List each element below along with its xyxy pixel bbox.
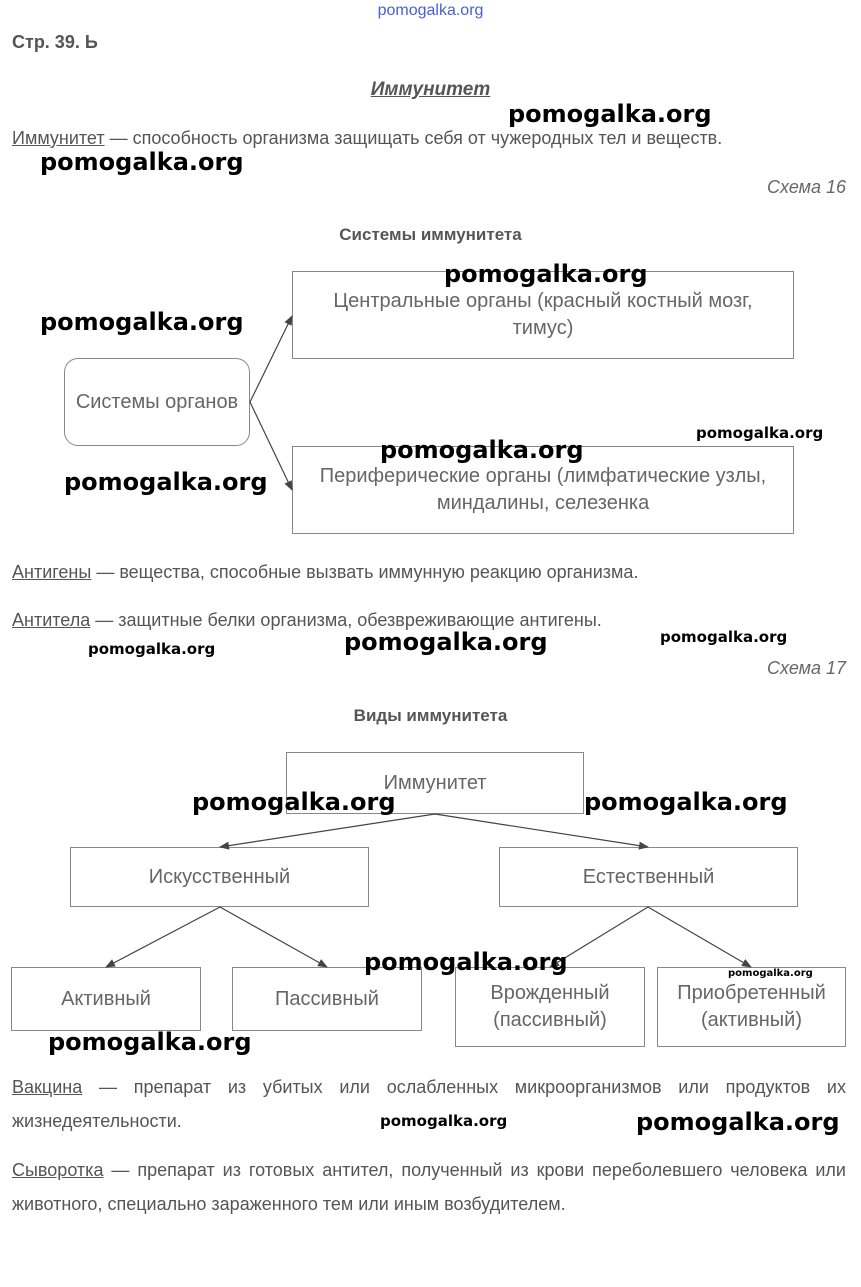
arrow-to-passive: [220, 907, 327, 967]
watermark: pomogalka.org: [88, 640, 216, 658]
natural-label: Естественный: [582, 865, 715, 888]
watermark: pomogalka.org: [660, 628, 788, 646]
definition-antibodies-text: — защитные белки организма, обезвреживающие антигены.: [90, 610, 602, 630]
acquired-label: Приобретенный (активный): [677, 982, 826, 1031]
definition-vaccine-text: — препарат из убитых или ослабленных микроорганизмов или продуктов их жизнедеятельности.: [12, 1077, 846, 1131]
arrow-to-acquired: [648, 907, 751, 967]
term-vaccine: Вакцина: [12, 1077, 83, 1097]
page-title: Иммунитет: [370, 79, 491, 100]
definition-serum: [12, 1153, 846, 1221]
arrow-to-central: [250, 316, 292, 402]
term-immunity: Иммунитет: [12, 128, 105, 148]
watermark: pomogalka.org: [636, 1108, 840, 1136]
watermark: pomogalka.org: [584, 788, 788, 816]
scheme-16-title: Системы иммунитета: [339, 225, 522, 244]
peripheral-organs-label: Периферические органы (лимфатические узлы, миндалины, селезенка: [319, 465, 767, 514]
scheme-16-label: Схема 16: [767, 177, 846, 197]
scheme-17-title: Виды иммунитета: [353, 706, 508, 725]
definition-immunity-text: — способность организма защищать себя от чужеродных тел и веществ.: [104, 128, 723, 148]
active-label: Активный: [61, 987, 151, 1010]
watermark: pomogalka.org: [48, 1028, 252, 1056]
watermark: pomogalka.org: [696, 424, 824, 442]
term-antigens: Антигены: [12, 562, 92, 582]
watermark: pomogalka.org: [728, 968, 813, 979]
watermark: pomogalka.org: [444, 260, 648, 288]
passive-label: Пассивный: [275, 987, 379, 1010]
watermark: pomogalka.org: [40, 308, 244, 336]
watermark: pomogalka.org: [364, 948, 568, 976]
definition-serum-text: — препарат из готовых антител, полученный из крови переболевшего человека или животного, специально зараженного тем или иным возбудителем.: [12, 1160, 846, 1214]
organ-systems-label: Системы органов: [75, 390, 239, 413]
innate-label: Врожденный (пассивный): [490, 982, 610, 1031]
immunity-label: Иммунитет: [383, 771, 487, 794]
page-reference: Стр. 39. Ь: [12, 32, 98, 52]
watermark: pomogalka.org: [380, 1112, 508, 1130]
watermark: pomogalka.org: [380, 436, 584, 464]
arrow-to-natural: [435, 814, 648, 847]
watermark: pomogalka.org: [192, 788, 396, 816]
watermark: pomogalka.org: [64, 468, 268, 496]
central-organs-label: Центральные органы (красный костный мозг, тимус): [333, 290, 753, 339]
arrow-to-artificial: [220, 814, 435, 847]
watermark: pomogalka.org: [508, 100, 712, 128]
watermark: pomogalka.org: [344, 628, 548, 656]
term-antibodies: Антитела: [12, 610, 91, 630]
arrow-to-active: [106, 907, 220, 967]
definition-antigens-text: — вещества, способные вызвать иммунную реакцию организма.: [91, 562, 639, 582]
scheme-17-label: Схема 17: [767, 658, 846, 678]
artificial-label: Искусственный: [148, 865, 291, 888]
term-serum: Сыворотка: [12, 1160, 104, 1180]
site-link[interactable]: pomogalka.org: [377, 2, 484, 19]
watermark: pomogalka.org: [40, 148, 244, 176]
